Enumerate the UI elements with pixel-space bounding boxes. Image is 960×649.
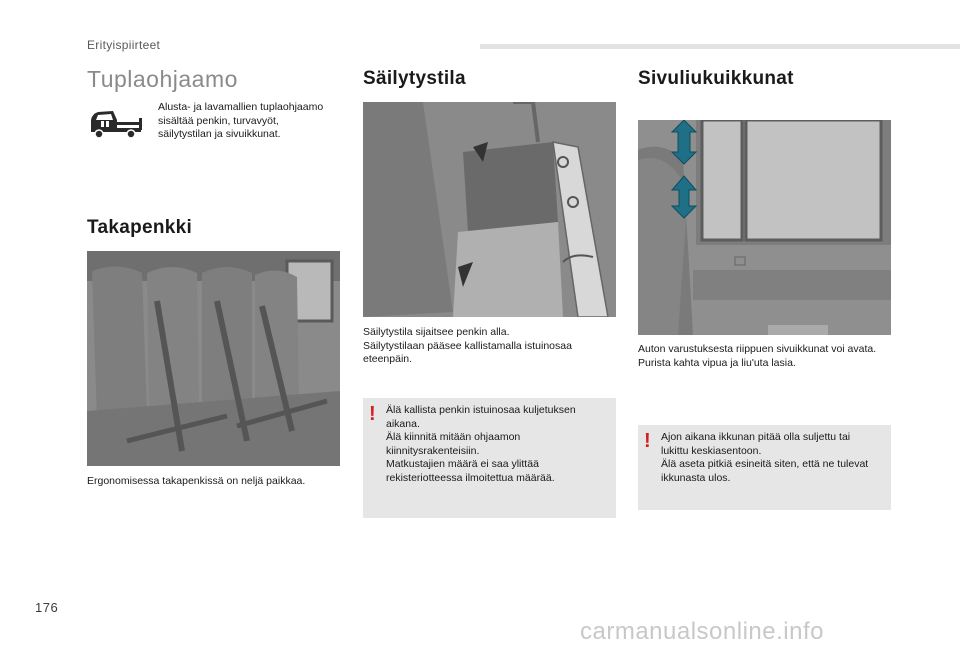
warning-line: Älä aseta pitkiä esineitä siten, että ne tulevat bbox=[661, 458, 869, 470]
storage-line: eteenpäin. bbox=[363, 353, 413, 365]
page-number: 176 bbox=[35, 600, 59, 615]
side-windows-warning-box bbox=[638, 425, 891, 510]
storage-heading: Säilytystila bbox=[363, 68, 466, 89]
storage-image bbox=[363, 102, 616, 317]
watermark: carmanualsonline.info bbox=[580, 618, 824, 645]
side-windows-line: Auton varustuksesta riippuen sivuikkunat voi avata. bbox=[638, 343, 877, 355]
intro-line: sisältää penkin, turvavyöt, bbox=[158, 114, 279, 127]
intro-line: Alusta- ja lavamallien tuplaohjaamo bbox=[158, 101, 324, 113]
page-title: Tuplaohjaamo bbox=[87, 66, 238, 92]
intro-text bbox=[158, 101, 348, 142]
side-windows-text bbox=[638, 343, 898, 370]
storage-line: Säilytystila sijaitsee penkin alla. bbox=[363, 326, 510, 338]
side-windows-warning-text bbox=[661, 431, 889, 485]
warning-line: lukittu keskiasentoon. bbox=[661, 444, 762, 457]
storage-line: Säilytystilaan pääsee kallistamalla istuinosaa bbox=[363, 339, 572, 352]
warning-line: ikkunasta ulos. bbox=[661, 471, 731, 484]
warning-line: rekisteriotteessa ilmoitettua määrää. bbox=[386, 471, 555, 484]
section-header: Erityispiirteet bbox=[87, 38, 161, 52]
warning-icon: ! bbox=[644, 430, 651, 452]
rear-bench-image bbox=[87, 251, 340, 466]
warning-line: Älä kallista penkin istuinosaa kuljetuksen bbox=[386, 404, 576, 416]
header-divider bbox=[480, 44, 960, 49]
van-icon bbox=[87, 108, 151, 142]
warning-line: Älä kiinnitä mitään ohjaamon bbox=[386, 431, 521, 443]
intro-line: säilytystilan ja sivuikkunat. bbox=[158, 128, 281, 140]
side-windows-image bbox=[638, 120, 891, 335]
side-windows-heading: Sivuliukuikkunat bbox=[638, 68, 794, 89]
rear-bench-heading: Takapenkki bbox=[87, 217, 193, 238]
warning-line: Ajon aikana ikkunan pitää olla suljettu tai bbox=[661, 431, 851, 443]
storage-warning-text bbox=[386, 404, 611, 485]
side-windows-line: Purista kahta vipua ja liu'uta lasia. bbox=[638, 356, 796, 369]
storage-text bbox=[363, 326, 616, 367]
storage-warning-box bbox=[363, 398, 616, 518]
warning-line: kiinnitysrakenteisiin. bbox=[386, 444, 480, 457]
warning-icon: ! bbox=[369, 403, 376, 425]
rear-bench-caption: Ergonomisessa takapenkissä on neljä paikkaa. bbox=[87, 475, 306, 487]
warning-line: aikana. bbox=[386, 417, 420, 430]
warning-line: Matkustajien määrä ei saa ylittää bbox=[386, 458, 539, 470]
